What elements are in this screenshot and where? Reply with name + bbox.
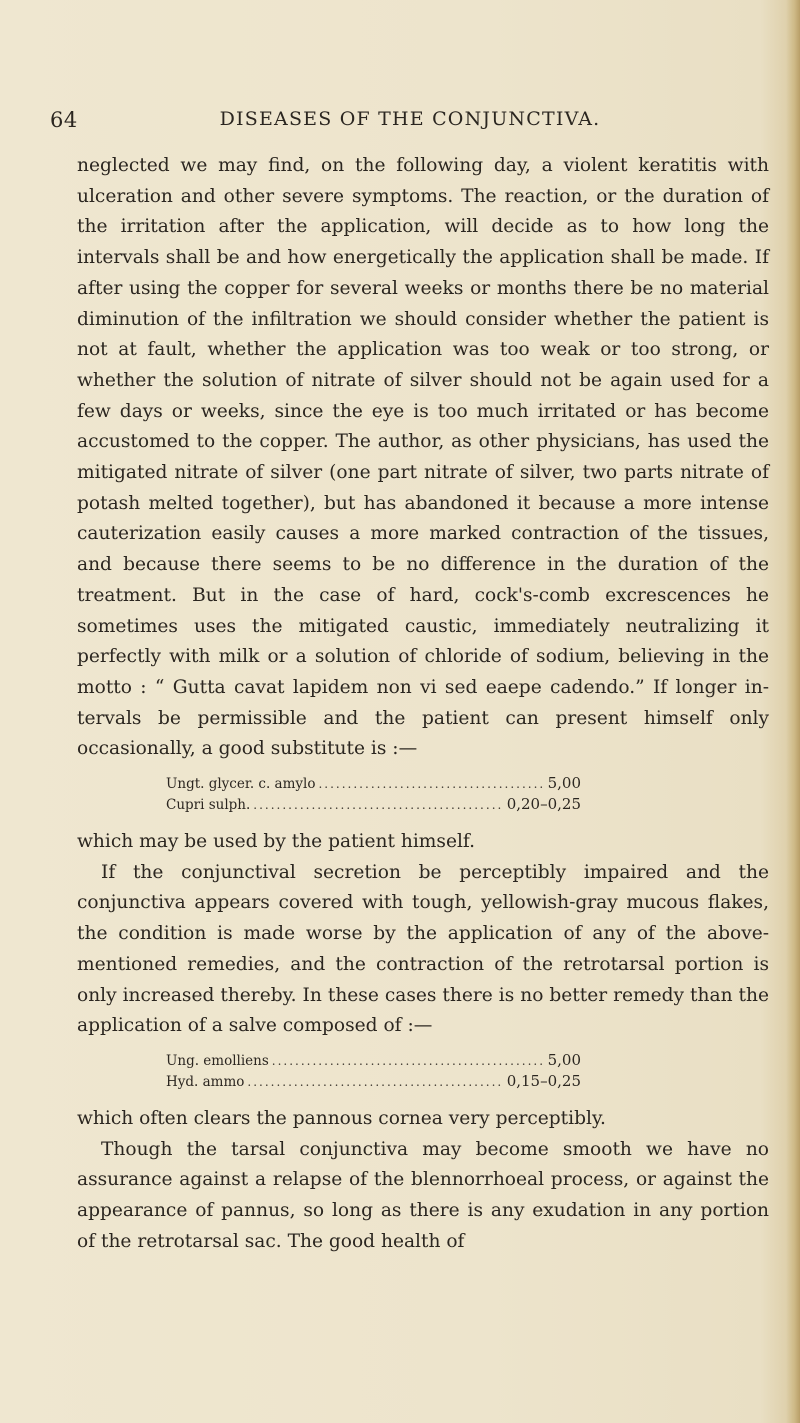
paragraph-1: neglected we may find, on the following day, a violent keratitis with ulceration and other severe symptoms. The reaction, or the duration of the irritation after the application, will decide as to how long the intervals shall be and how energetically the application shall be made. If after using the copper for several weeks or months there be no material diminution of the infiltration we should consider whether the patient is not at fault, whether the application was too weak or too strong, or whether the solution of nitrate of silver should not be again used for a few days or weeks, since the eye is too much irritated or has become accustomed to the copper. The author, as other physicians, has used the mitigated nitrate of silver (one part nitrate of silver, two parts nitrate of potash melted together), but has abandoned it because a more intense cauterization easily causes a more marked contraction of the tissues, and because there seems to be no difference in the duration of the treatment. But in the case of hard, cock's-comb excrescences he sometimes uses the mitigated caustic, immediately neutralizing it perfectly with milk or a solution of chloride of sodium, believing in the motto : “ Gutta cavat lapidem non vi sed eaepe cadendo.” If longer intervals be permissible and the patient can present himself only occasionally, a good substitute is :— xyxy=(77,155,769,760)
recipe-ingredient: Hyd. ammo xyxy=(166,1073,245,1090)
body-text xyxy=(77,151,769,1258)
paragraph-4: which often clears the pannous cornea very perceptibly. xyxy=(77,1107,606,1129)
recipe-amount: 0,20–0,25 xyxy=(506,795,581,814)
recipe-amount: 0,15–0,25 xyxy=(506,1071,581,1090)
recipe-row xyxy=(166,1050,581,1071)
leader-dots xyxy=(247,1072,503,1092)
recipe-row xyxy=(166,773,581,794)
running-title: DISEASES OF THE CONJUNCTIVA. xyxy=(219,108,601,130)
recipe-amount: 5,00 xyxy=(547,774,581,793)
recipe-amount: 5,00 xyxy=(547,1050,581,1069)
paragraph-3: If the conjunctival secretion be perceptibly impaired and the conjunctiva appears covered with tough, yellowish-gray mucous flakes, the condition is made worse by the application of any of the above-mentioned remedies, and the contraction of the retrotarsal portion is only increased thereby. In these cases there is no better remedy than the application of a salve composed of :— xyxy=(77,861,769,1037)
leader-dots xyxy=(253,795,503,815)
page-edge-shadow xyxy=(786,0,800,1423)
recipe-ingredient: Cupri sulph. xyxy=(166,797,251,814)
recipe-copper-ointment xyxy=(166,773,581,815)
recipe-salve xyxy=(166,1050,581,1092)
leader-dots xyxy=(272,1051,545,1071)
page-header xyxy=(50,108,780,138)
recipe-ingredient: Ungt. glycer. c. amylo xyxy=(166,776,316,793)
paragraph-2: which may be used by the patient himself. xyxy=(77,831,476,853)
paragraph-5: Though the tarsal conjunctiva may become smooth we have no assurance against a relapse of the blennorrhoeal process, or against the appearance of pannus, so long as there is any exudation in any portion of the retrotarsal sac. The good health of xyxy=(77,1138,769,1252)
page-number: 64 xyxy=(50,108,78,132)
recipe-row xyxy=(166,794,581,815)
leader-dots xyxy=(318,774,544,794)
recipe-row xyxy=(166,1071,581,1092)
recipe-ingredient: Ung. emolliens xyxy=(166,1052,269,1069)
